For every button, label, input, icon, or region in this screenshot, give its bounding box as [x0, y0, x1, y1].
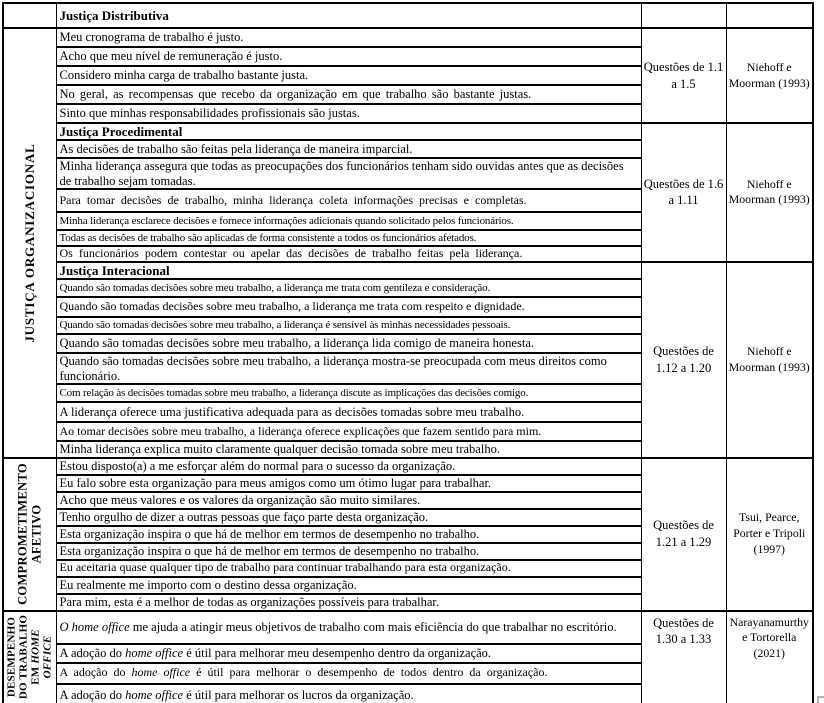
question-range-cell: Questões de 1.12 a 1.20 [641, 262, 726, 458]
item-cell: Estou disposto(a) a me esforçar além do normal para o sucesso da organização. [56, 458, 641, 475]
item-cell: Sinto que minhas responsabilidades profissionais são justas. [56, 104, 641, 123]
item-cell: Todas as decisões de trabalho são aplicadas de forma consistente a todos os funcionários afetados. [56, 230, 641, 246]
item-cell: Quando são tomadas decisões sobre meu trabalho, a liderança mostra-se preocupada com meus direitos como funcionário. [56, 353, 641, 384]
item-cell: Considero minha carga de trabalho bastante justa. [56, 66, 641, 85]
item-cell: Esta organização inspira o que há de melhor em termos de desempenho no trabalho. [56, 526, 641, 543]
subscale-header: Justiça Distributiva [56, 3, 641, 28]
vertical-label-comprometimento-afetivo: COMPROMETIMENTO AFETIVO [15, 463, 43, 605]
table-row [3, 262, 813, 279]
source-cell: Narayanamurthy e Tortorella (2021) [726, 611, 813, 703]
questionnaire-table [2, 2, 814, 703]
source-cell: Tsui, Pearce, Porter e Tripoli (1997) [726, 458, 813, 611]
item-cell: Ao tomar decisões sobre meu trabalho, a liderança oferece explicações que fazem sentido para mim. [56, 422, 641, 441]
question-range-cell: Questões de 1.1 a 1.5 [641, 28, 726, 123]
item-cell: Esta organização inspira o que há de melhor em termos de desempenho no trabalho. [56, 543, 641, 560]
item-cell: Minha liderança explica muito claramente qualquer decisão tomada sobre meu trabalho. [56, 441, 641, 458]
table-row [3, 123, 813, 140]
construct-label-cell [3, 28, 56, 458]
item-cell: Os funcionários podem contestar ou apelar das decisões de trabalho feitas pela liderança. [56, 246, 641, 262]
source-cell: Niehoff e Moorman (1993) [726, 262, 813, 458]
item-cell: A adoção do home office é útil para melhorar meu desempenho dentro da organização. [56, 644, 641, 663]
item-cell: Para tomar decisões de trabalho, minha liderança coleta informações precisas e completas. [56, 189, 641, 212]
item-cell: Com relação às decisões tomadas sobre meu trabalho, a liderança discute as implicações das decisões comigo. [56, 384, 641, 402]
item-cell: Quando são tomadas decisões sobre meu trabalho, a liderança lida comigo de maneira honesta. [56, 334, 641, 353]
construct-label-cell [3, 611, 56, 703]
table-row [3, 28, 813, 47]
item-cell: Eu aceitaria quase qualquer tipo de trabalho para continuar trabalhando para esta organização. [56, 560, 641, 577]
item-cell: Tenho orgulho de dizer a outras pessoas que faço parte desta organização. [56, 509, 641, 526]
question-range-cell: Questões de 1.6 a 1.11 [641, 123, 726, 262]
source-empty-cell [726, 3, 813, 28]
item-cell: No geral, as recompensas que recebo da organização em que trabalho são bastante justas. [56, 85, 641, 104]
item-cell: Quando são tomadas decisões sobre meu trabalho, a liderança é sensível às minhas necessidades pessoais. [56, 317, 641, 334]
item-cell: A liderança oferece uma justificativa adequada para as decisões tomadas sobre meu trabalho. [56, 402, 641, 422]
item-cell: Minha liderança assegura que todas as preocupações dos funcionários tenham sido ouvidas antes que as decisões de trabalho sejam tomadas. [56, 158, 641, 189]
item-cell: Quando são tomadas decisões sobre meu trabalho, a liderança me trata com respeito e dignidade. [56, 297, 641, 317]
question-range-cell: Questões de 1.21 a 1.29 [641, 458, 726, 611]
item-cell: Minha liderança esclarece decisões e fornece informações adicionais quando solicitado pelos funcionários. [56, 212, 641, 230]
item-cell: Meu cronograma de trabalho é justo. [56, 28, 641, 47]
question-range-empty-cell [641, 3, 726, 28]
item-cell: Eu realmente me importo com o destino dessa organização. [56, 577, 641, 594]
vertical-label-desempenho-home-office: DESEMPENHO DO TRABALHO EM HOME OFFICE [5, 615, 53, 700]
item-cell: Para mim, esta é a melhor de todas as organizações possíveis para trabalhar. [56, 594, 641, 611]
table-row [3, 458, 813, 475]
table-row [3, 611, 813, 644]
table-resize-handle[interactable] [817, 696, 824, 703]
item-cell: Eu falo sobre esta organização para meus amigos como um ótimo lugar para trabalhar. [56, 475, 641, 492]
source-cell: Niehoff e Moorman (1993) [726, 28, 813, 123]
question-range-cell: Questões de 1.30 a 1.33 [641, 611, 726, 703]
source-cell: Niehoff e Moorman (1993) [726, 123, 813, 262]
item-cell: Acho que meu nível de remuneração é justo. [56, 47, 641, 66]
item-cell: Acho que meus valores e os valores da organização são muito similares. [56, 492, 641, 509]
vertical-label-justica-organizacional: JUSTIÇA ORGANIZACIONAL [21, 143, 37, 343]
subscale-header: Justiça Interacional [56, 262, 641, 279]
item-cell: As decisões de trabalho são feitas pela liderança de maneira imparcial. [56, 140, 641, 158]
item-cell: O home office me ajuda a atingir meus objetivos de trabalho com mais eficiência do que trabalhar no escritório. [56, 611, 641, 644]
item-cell: Quando são tomadas decisões sobre meu trabalho, a liderança me trata com gentileza e consideração. [56, 279, 641, 297]
construct-label-cell [3, 458, 56, 611]
construct-label-empty-cell [3, 3, 56, 28]
item-cell: A adoção do home office é útil para melhorar o desempenho de todos dentro da organização. [56, 663, 641, 684]
table-row [3, 3, 813, 28]
subscale-header: Justiça Procedimental [56, 123, 641, 140]
item-cell: A adoção do home office é útil para melhorar os lucros da organização. [56, 684, 641, 703]
